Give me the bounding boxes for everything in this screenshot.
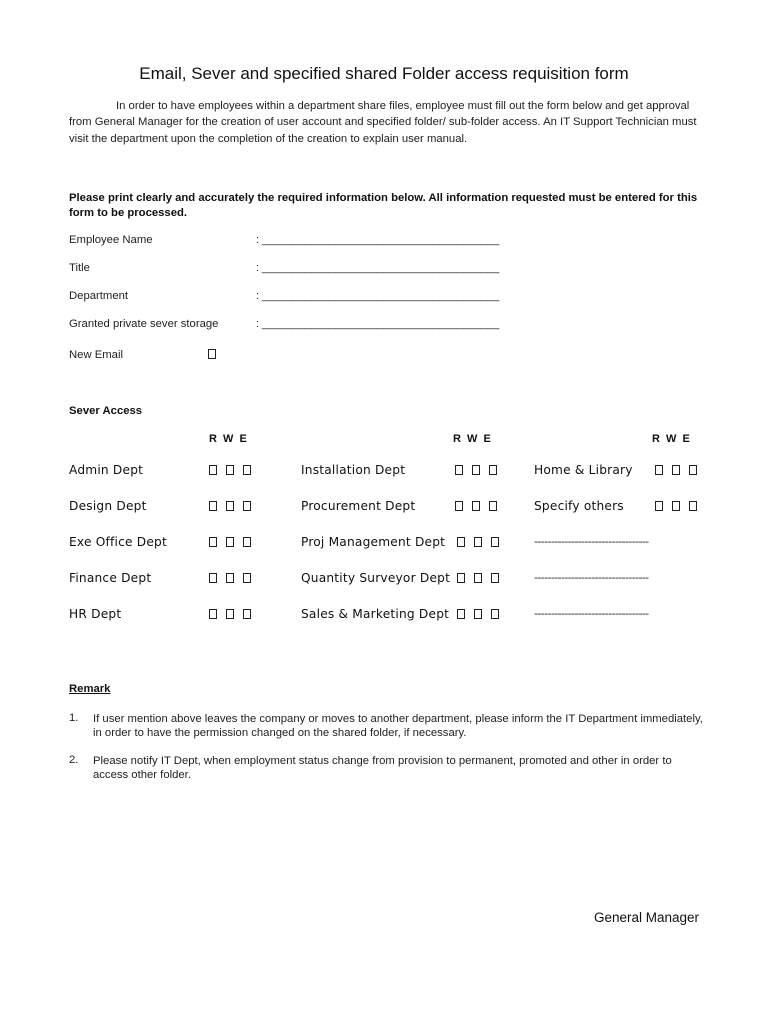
form-title: Email, Sever and specified shared Folder access requisition form bbox=[139, 64, 629, 83]
dept-admin-label: Admin Dept bbox=[69, 463, 144, 477]
write-checkbox[interactable] bbox=[474, 537, 482, 547]
dept-sales-marketing-label: Sales & Marketing Dept bbox=[301, 607, 450, 621]
dept-finance-label: Finance Dept bbox=[69, 571, 152, 585]
read-checkbox[interactable] bbox=[455, 501, 463, 511]
dept-procurement-rwe bbox=[455, 501, 497, 511]
dept-exe-office-label: Exe Office Dept bbox=[69, 535, 167, 549]
execute-checkbox[interactable] bbox=[491, 573, 499, 583]
dept-quantity-surveyor-rwe bbox=[457, 573, 499, 583]
rwe-header-col1: R W E bbox=[209, 433, 247, 445]
dept-proj-management-label: Proj Management Dept bbox=[301, 535, 446, 549]
dept-sales-marketing-rwe bbox=[457, 609, 499, 619]
write-checkbox[interactable] bbox=[226, 465, 234, 475]
read-checkbox[interactable] bbox=[655, 501, 663, 511]
dept-quantity-surveyor-label: Quantity Surveyor Dept bbox=[301, 571, 451, 585]
new-email-label: New Email bbox=[69, 349, 123, 361]
execute-checkbox[interactable] bbox=[243, 537, 251, 547]
read-checkbox[interactable] bbox=[209, 573, 217, 583]
title-field[interactable]: : _______________________________________ bbox=[256, 262, 500, 274]
execute-checkbox[interactable] bbox=[489, 501, 497, 511]
employee-name-field[interactable]: : _______________________________________ bbox=[256, 234, 500, 246]
department-field[interactable]: : _______________________________________ bbox=[256, 290, 500, 302]
dept-design-rwe bbox=[209, 501, 251, 511]
read-checkbox[interactable] bbox=[455, 465, 463, 475]
other-dept-blank-1[interactable]: ---------------------------------- bbox=[534, 535, 649, 548]
dept-procurement-label: Procurement Dept bbox=[301, 499, 416, 513]
write-checkbox[interactable] bbox=[472, 465, 480, 475]
write-checkbox[interactable] bbox=[474, 609, 482, 619]
remark-text-1: If user mention above leaves the company or moves to another department, please inform the IT Department immediately, in order to have the permission changed on the shared folder, if necessary. bbox=[93, 713, 703, 739]
write-checkbox[interactable] bbox=[472, 501, 480, 511]
dept-design-label: Design Dept bbox=[69, 499, 147, 513]
write-checkbox[interactable] bbox=[474, 573, 482, 583]
private-storage-field[interactable]: : _______________________________________ bbox=[256, 318, 500, 330]
rwe-header-col3: R W E bbox=[652, 433, 690, 445]
write-checkbox[interactable] bbox=[672, 501, 680, 511]
other-dept-blank-2[interactable]: ---------------------------------- bbox=[534, 571, 649, 584]
remark-heading: Remark bbox=[69, 683, 111, 695]
intro-paragraph bbox=[69, 98, 701, 147]
execute-checkbox[interactable] bbox=[689, 465, 697, 475]
dept-proj-management-rwe bbox=[457, 537, 499, 547]
dept-specify-others-label: Specify others bbox=[534, 499, 624, 513]
execute-checkbox[interactable] bbox=[489, 465, 497, 475]
execute-checkbox[interactable] bbox=[491, 537, 499, 547]
read-checkbox[interactable] bbox=[209, 501, 217, 511]
general-manager-signature: General Manager bbox=[593, 910, 699, 925]
dept-finance-rwe bbox=[209, 573, 251, 583]
dept-specify-others-rwe bbox=[655, 501, 697, 511]
dept-admin-rwe bbox=[209, 465, 251, 475]
execute-checkbox[interactable] bbox=[243, 609, 251, 619]
dept-hr-label: HR Dept bbox=[69, 607, 122, 621]
write-checkbox[interactable] bbox=[226, 573, 234, 583]
read-checkbox[interactable] bbox=[655, 465, 663, 475]
private-storage-label: Granted private sever storage bbox=[69, 318, 219, 330]
dept-exe-office-rwe bbox=[209, 537, 251, 547]
dept-home-library-label: Home & Library bbox=[534, 463, 633, 477]
other-dept-blank-3[interactable]: ---------------------------------- bbox=[534, 607, 649, 620]
employee-name-label: Employee Name bbox=[69, 234, 153, 246]
read-checkbox[interactable] bbox=[209, 465, 217, 475]
remark-number-1: 1. bbox=[69, 712, 79, 724]
remark-number-2: 2. bbox=[69, 754, 79, 766]
dept-installation-rwe bbox=[455, 465, 497, 475]
write-checkbox[interactable] bbox=[672, 465, 680, 475]
new-email-checkbox[interactable] bbox=[208, 349, 216, 359]
dept-hr-rwe bbox=[209, 609, 251, 619]
remark-text-2: Please notify IT Dept, when employment status change from provision to permanent, promoted and other in order to access other folder. bbox=[93, 755, 672, 781]
execute-checkbox[interactable] bbox=[243, 465, 251, 475]
write-checkbox[interactable] bbox=[226, 609, 234, 619]
read-checkbox[interactable] bbox=[457, 609, 465, 619]
dept-home-library-rwe bbox=[655, 465, 697, 475]
title-label: Title bbox=[69, 262, 90, 274]
write-checkbox[interactable] bbox=[226, 537, 234, 547]
read-checkbox[interactable] bbox=[209, 537, 217, 547]
read-checkbox[interactable] bbox=[457, 537, 465, 547]
execute-checkbox[interactable] bbox=[243, 501, 251, 511]
write-checkbox[interactable] bbox=[226, 501, 234, 511]
dept-installation-label: Installation Dept bbox=[301, 463, 406, 477]
execute-checkbox[interactable] bbox=[243, 573, 251, 583]
department-label: Department bbox=[69, 290, 129, 302]
rwe-header-col2: R W E bbox=[453, 433, 491, 445]
intro-text: In order to have employees within a department share files, employee must fill out the form below and get approval from General Manager for the creation of user account and specified folder/ sub-folder access. An IT Support Technician must visit the department upon the completion of the creation to explain user manual. bbox=[69, 100, 697, 145]
sever-access-heading: Sever Access bbox=[69, 405, 143, 417]
instruction-text: Please print clearly and accurately the required information below. All information requested must be entered for this form to be processed. bbox=[69, 192, 698, 219]
execute-checkbox[interactable] bbox=[491, 609, 499, 619]
execute-checkbox[interactable] bbox=[689, 501, 697, 511]
read-checkbox[interactable] bbox=[209, 609, 217, 619]
read-checkbox[interactable] bbox=[457, 573, 465, 583]
